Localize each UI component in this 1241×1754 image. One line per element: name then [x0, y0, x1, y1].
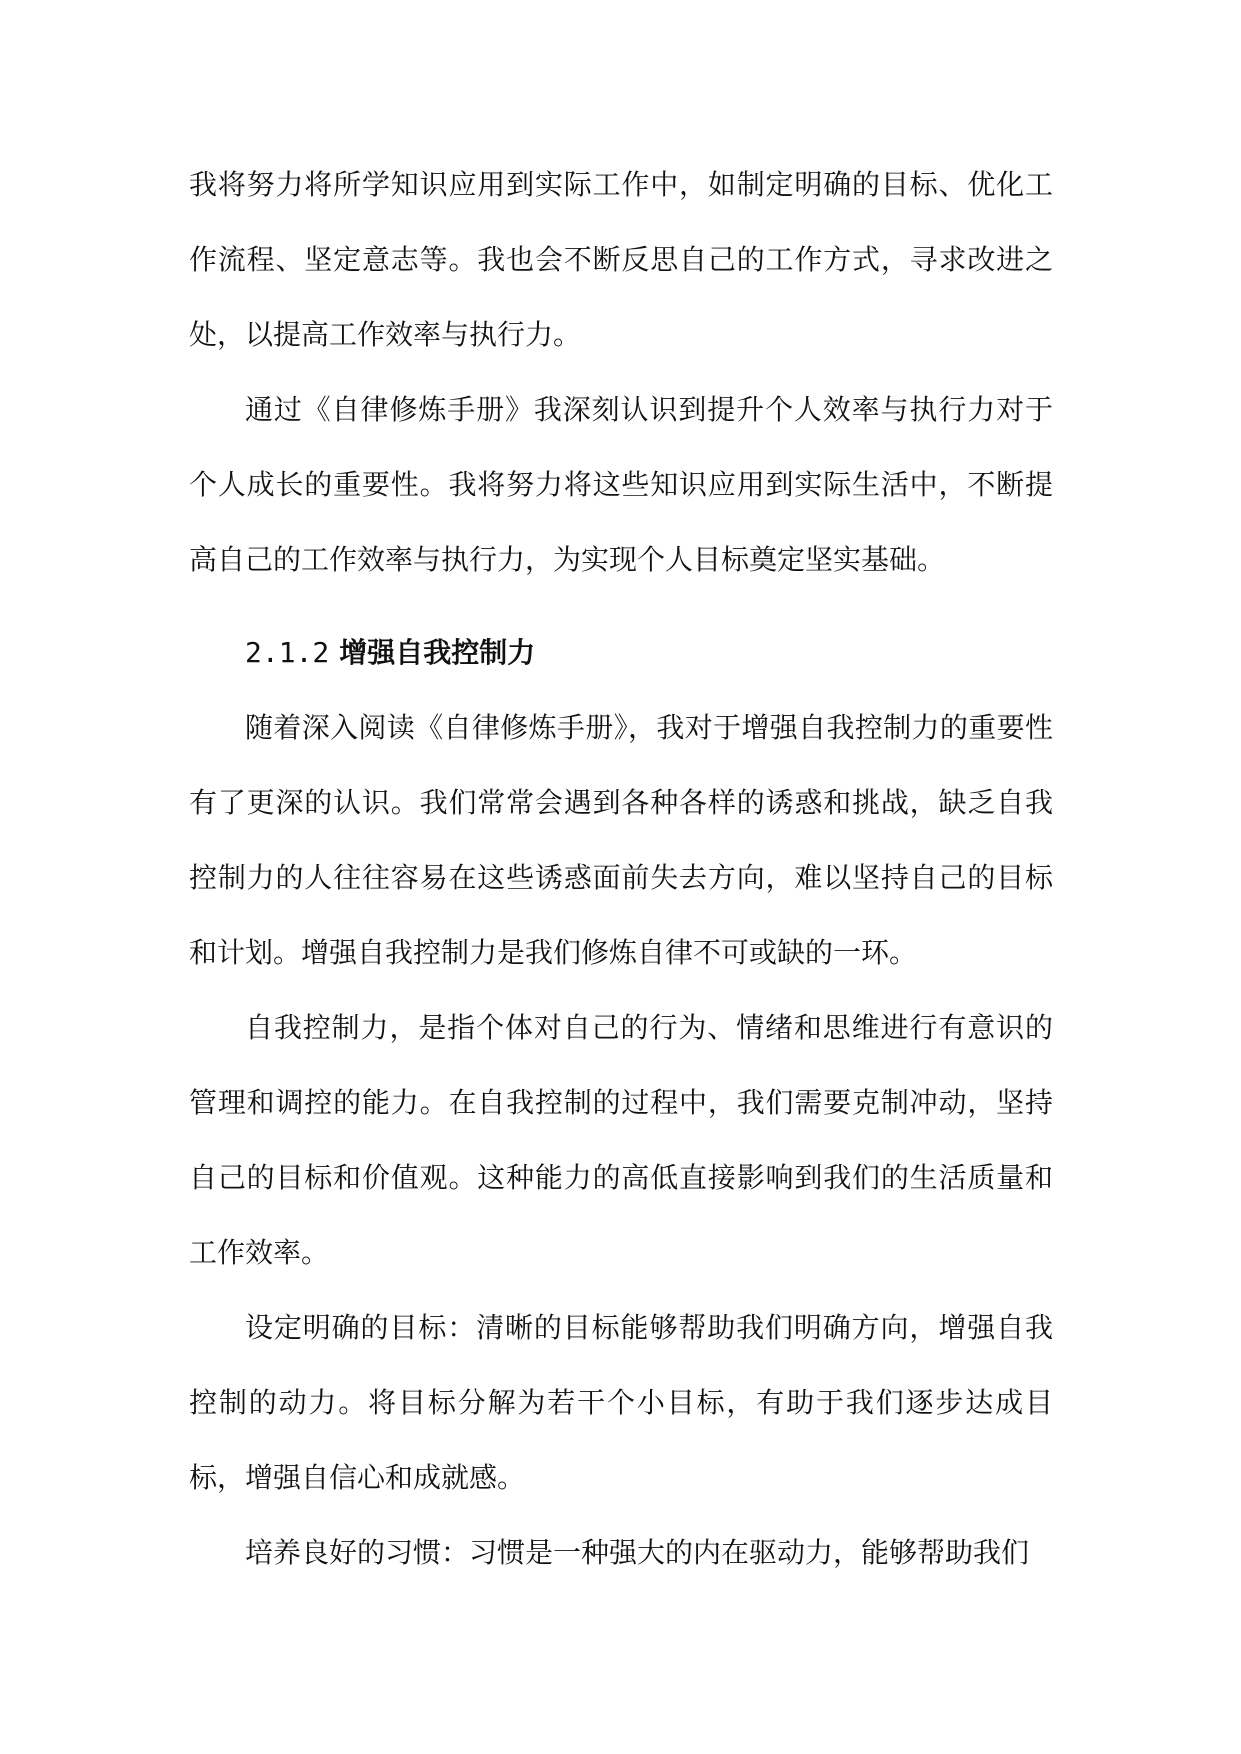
section-heading [189, 615, 1053, 690]
section-title: 增强自我控制力 [339, 636, 536, 669]
paragraph-1: 我将努力将所学知识应用到实际工作中，如制定明确的目标、优化工作流程、坚定意志等。我也会不断反思自己的工作方式，寻求改进之处，以提高工作效率与执行力。 [189, 168, 1053, 351]
paragraph-2: 通过《自律修炼手册》我深刻认识到提升个人效率与执行力对于个人成长的重要性。我将努力将这些知识应用到实际生活中，不断提高自己的工作效率与执行力，为实现个人目标奠定坚实基础。 [189, 393, 1053, 576]
paragraph-4: 自我控制力，是指个体对自己的行为、情绪和思维进行有意识的管理和调控的能力。在自我控制的过程中，我们需要克制冲动，坚持自己的目标和价值观。这种能力的高低直接影响到我们的生活质量和工作效率。 [189, 1011, 1053, 1269]
paragraph-5: 设定明确的目标：清晰的目标能够帮助我们明确方向，增强自我控制的动力。将目标分解为若干个小目标，有助于我们逐步达成目标，增强自信心和成就感。 [189, 1311, 1053, 1494]
document-body [189, 147, 1053, 1590]
section-number: 2.1.2 [245, 636, 330, 669]
paragraph-6: 培养良好的习惯：习惯是一种强大的内在驱动力，能够帮助我们 [245, 1536, 1030, 1569]
paragraph-3: 随着深入阅读《自律修炼手册》，我对于增强自我控制力的重要性有了更深的认识。我们常常会遇到各种各样的诱惑和挑战，缺乏自我控制力的人往往容易在这些诱惑面前失去方向，难以坚持自己的目标和计划。增强自我控制力是我们修炼自律不可或缺的一环。 [189, 711, 1053, 969]
